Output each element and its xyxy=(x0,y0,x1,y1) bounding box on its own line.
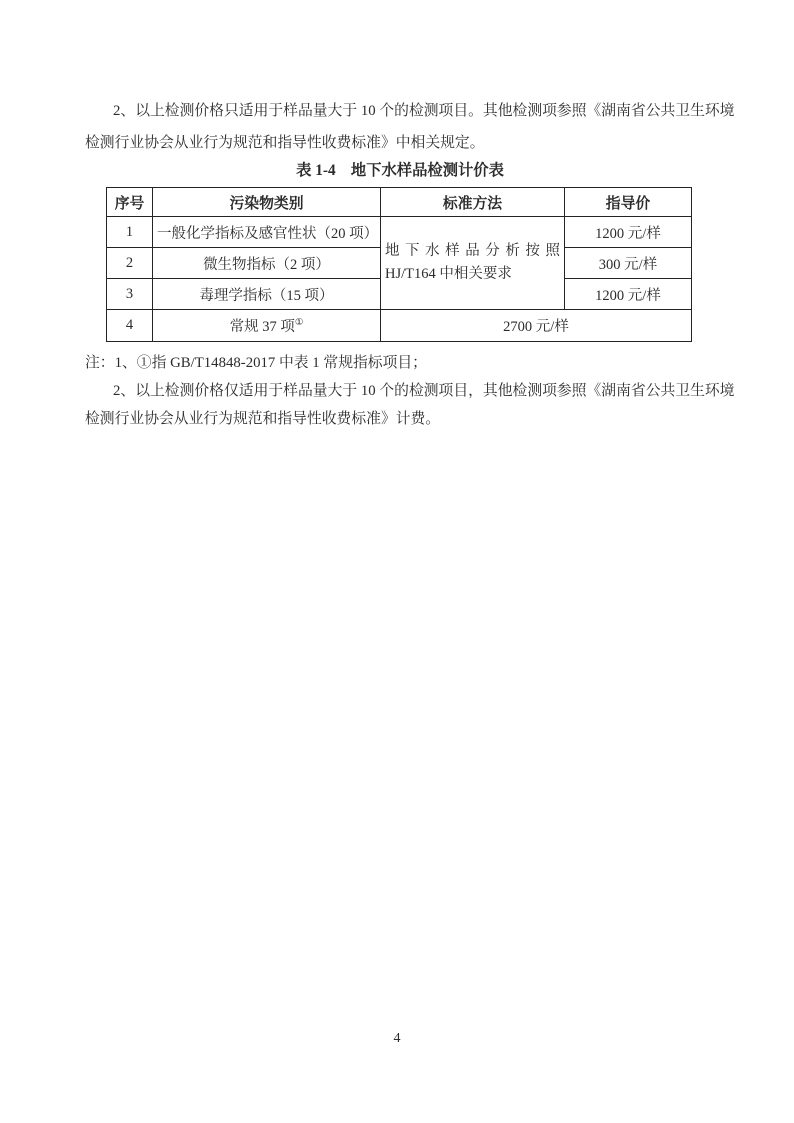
cell-method-merged xyxy=(381,217,565,310)
table-row xyxy=(107,310,692,342)
header-row xyxy=(107,188,692,217)
cell-price: 1200 元/样 xyxy=(565,279,692,310)
header-price: 指导价 xyxy=(565,188,692,217)
table-row xyxy=(107,217,692,248)
pricing-table xyxy=(106,187,692,342)
intro-line-2: 检测行业协会从业行为规范和指导性收费标准》中相关规定。 xyxy=(85,135,485,151)
cell-category xyxy=(153,310,381,342)
cell-no: 3 xyxy=(107,279,153,310)
note-line-2: 2、以上检测价格仅适用于样品量大于 10 个的检测项目，其他检测项参照《湖南省公共卫生环境 xyxy=(113,383,735,399)
cell-category-text: 常规 37 项 xyxy=(229,319,295,335)
header-no: 序号 xyxy=(107,188,153,217)
cell-no: 4 xyxy=(107,310,153,342)
cell-no: 1 xyxy=(107,217,153,248)
intro-paragraph xyxy=(85,95,735,159)
cell-category: 一般化学指标及感官性状（20 项） xyxy=(153,217,381,248)
header-method: 标准方法 xyxy=(381,188,565,217)
table-notes xyxy=(85,349,735,433)
note-line-3: 检测行业协会从业行为规范和指导性收费标准》计费。 xyxy=(85,411,441,427)
method-line-2: HJ/T164 中相关要求 xyxy=(385,266,512,282)
cell-no: 2 xyxy=(107,248,153,279)
cell-price: 1200 元/样 xyxy=(565,217,692,248)
cell-category: 毒理学指标（15 项） xyxy=(153,279,381,310)
cell-category: 微生物指标（2 项） xyxy=(153,248,381,279)
page-number: 4 xyxy=(393,1031,401,1046)
cell-price: 300 元/样 xyxy=(565,248,692,279)
footnote-marker: ① xyxy=(294,318,304,329)
note-line-1: 注：1、①指 GB/T14848-2017 中表 1 常规指标项目； xyxy=(85,355,427,371)
table-title: 表 1-4 地下水样品检测计价表 xyxy=(296,162,504,179)
cell-price-merged: 2700 元/样 xyxy=(381,310,692,342)
header-category: 污染物类别 xyxy=(153,188,381,217)
method-line-1: 地 下 水 样 品 分 析 按 照 xyxy=(385,243,560,259)
intro-line-1: 2、以上检测价格只适用于样品量大于 10 个的检测项目。其他检测项参照《湖南省公共卫生环境 xyxy=(113,103,735,119)
